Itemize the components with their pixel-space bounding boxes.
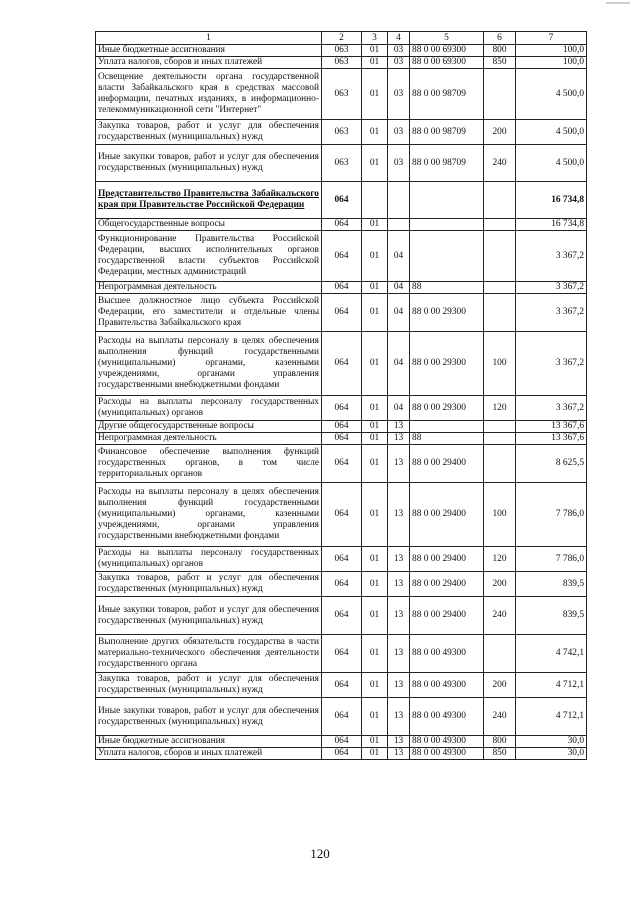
table-row [96, 736, 587, 748]
expense-type-code [484, 231, 516, 282]
expense-type-code: 120 [484, 547, 516, 572]
table-row [96, 635, 587, 673]
table-row [96, 673, 587, 698]
expense-type-code: 200 [484, 673, 516, 698]
ministry-code: 064 [322, 332, 362, 396]
budget-item-name: Уплата налогов, сборов и иных платежей [96, 57, 322, 69]
table-row [96, 294, 587, 332]
amount-value: 839,5 [516, 572, 587, 597]
budget-item-name: Иные бюджетные ассигнования [96, 736, 322, 748]
target-article-code [410, 182, 484, 219]
subsection-code: 04 [388, 396, 410, 421]
budget-item-name: Расходы на выплаты персоналу в целях обеспечения выполнения функций государственными (муниципальными) органами, казенными учреждениями, органами управления государственными внебюджетными фондами [96, 332, 322, 396]
table-row [96, 483, 587, 547]
target-article-code [410, 219, 484, 231]
target-article-code: 88 0 00 98709 [410, 145, 484, 182]
amount-value: 30,0 [516, 736, 587, 748]
section-code: 01 [362, 597, 388, 635]
section-code: 01 [362, 421, 388, 433]
table-row [96, 120, 587, 145]
ministry-code: 064 [322, 433, 362, 445]
target-article-code: 88 0 00 49300 [410, 748, 484, 760]
expense-type-code: 120 [484, 396, 516, 421]
ministry-code: 064 [322, 294, 362, 332]
table-row [96, 396, 587, 421]
budget-item-name: Закупка товаров, работ и услуг для обеспечения государственных (муниципальных) нужд [96, 673, 322, 698]
section-code: 01 [362, 736, 388, 748]
section-code: 01 [362, 572, 388, 597]
corner-mark [606, 2, 630, 4]
header-cell: 6 [484, 32, 516, 45]
budget-item-name: Расходы на выплаты персоналу в целях обеспечения выполнения функций государственными (муниципальными) органами, казенными учреждениями, органами управления государственными внебюджетными фондами [96, 483, 322, 547]
table-row [96, 45, 587, 57]
section-code: 01 [362, 145, 388, 182]
table-row [96, 433, 587, 445]
ministry-code: 063 [322, 45, 362, 57]
budget-item-name: Другие общегосударственные вопросы [96, 421, 322, 433]
table-body [96, 45, 587, 760]
section-code: 01 [362, 445, 388, 483]
budget-item-name: Иные закупки товаров, работ и услуг для обеспечения государственных (муниципальных) нужд [96, 145, 322, 182]
expense-type-code: 240 [484, 698, 516, 736]
ministry-code: 064 [322, 748, 362, 760]
budget-table [95, 31, 587, 760]
amount-value: 839,5 [516, 597, 587, 635]
target-article-code: 88 0 00 49300 [410, 635, 484, 673]
target-article-code [410, 231, 484, 282]
expense-type-code [484, 421, 516, 433]
section-code: 01 [362, 57, 388, 69]
ministry-code: 064 [322, 698, 362, 736]
expense-type-code [484, 282, 516, 294]
expense-type-code: 200 [484, 120, 516, 145]
subsection-code: 03 [388, 120, 410, 145]
amount-value: 4 500,0 [516, 145, 587, 182]
table-row [96, 698, 587, 736]
amount-value: 4 500,0 [516, 120, 587, 145]
expense-type-code: 800 [484, 45, 516, 57]
header-cell: 5 [410, 32, 484, 45]
budget-item-name: Расходы на выплаты персоналу государственных (муниципальных) органов [96, 547, 322, 572]
target-article-code: 88 0 00 29400 [410, 572, 484, 597]
table-row [96, 231, 587, 282]
header-cell: 3 [362, 32, 388, 45]
ministry-code: 064 [322, 483, 362, 547]
expense-type-code [484, 294, 516, 332]
amount-value: 4 500,0 [516, 69, 587, 120]
subsection-code: 13 [388, 421, 410, 433]
budget-item-name: Представительство Правительства Забайкальского края при Правительстве Российской Федерации [96, 182, 322, 219]
section-code [362, 182, 388, 219]
target-article-code: 88 [410, 433, 484, 445]
section-code: 01 [362, 332, 388, 396]
target-article-code: 88 0 00 29400 [410, 483, 484, 547]
expense-type-code [484, 635, 516, 673]
target-article-code: 88 0 00 49300 [410, 736, 484, 748]
expense-type-code: 240 [484, 145, 516, 182]
section-code: 01 [362, 69, 388, 120]
ministry-code: 064 [322, 282, 362, 294]
subsection-code: 13 [388, 547, 410, 572]
section-code: 01 [362, 219, 388, 231]
section-code: 01 [362, 547, 388, 572]
section-code: 01 [362, 698, 388, 736]
subsection-code [388, 219, 410, 231]
budget-item-name: Финансовое обеспечение выполнения функций государственных органов, в том числе территориальных органов [96, 445, 322, 483]
amount-value: 3 367,2 [516, 231, 587, 282]
ministry-code: 063 [322, 57, 362, 69]
section-code: 01 [362, 635, 388, 673]
subsection-code: 04 [388, 282, 410, 294]
section-code: 01 [362, 45, 388, 57]
amount-value: 100,0 [516, 57, 587, 69]
table-row [96, 445, 587, 483]
budget-item-name: Высшее должностное лицо субъекта Российской Федерации, его заместители и отдельные члены Правительства Забайкальского края [96, 294, 322, 332]
target-article-code: 88 0 00 29300 [410, 396, 484, 421]
amount-value: 30,0 [516, 748, 587, 760]
ministry-code: 064 [322, 597, 362, 635]
table-row [96, 748, 587, 760]
expense-type-code: 800 [484, 736, 516, 748]
subsection-code: 03 [388, 45, 410, 57]
budget-item-name: Иные закупки товаров, работ и услуг для обеспечения государственных (муниципальных) нужд [96, 597, 322, 635]
budget-item-name: Общегосударственные вопросы [96, 219, 322, 231]
budget-item-name: Уплата налогов, сборов и иных платежей [96, 748, 322, 760]
amount-value: 3 367,2 [516, 282, 587, 294]
ministry-code: 063 [322, 69, 362, 120]
amount-value: 4 712,1 [516, 673, 587, 698]
expense-type-code [484, 182, 516, 219]
target-article-code: 88 0 00 29300 [410, 294, 484, 332]
expense-type-code: 850 [484, 57, 516, 69]
subsection-code: 03 [388, 69, 410, 120]
ministry-code: 064 [322, 231, 362, 282]
table-row [96, 57, 587, 69]
target-article-code: 88 0 00 69300 [410, 45, 484, 57]
subsection-code: 13 [388, 433, 410, 445]
budget-item-name: Расходы на выплаты персоналу государственных (муниципальных) органов [96, 396, 322, 421]
target-article-code: 88 0 00 98709 [410, 120, 484, 145]
amount-value: 13 367,6 [516, 433, 587, 445]
subsection-code: 03 [388, 145, 410, 182]
target-article-code: 88 0 00 98709 [410, 69, 484, 120]
table-row [96, 69, 587, 120]
table-row [96, 282, 587, 294]
subsection-code: 04 [388, 231, 410, 282]
budget-item-name: Закупка товаров, работ и услуг для обеспечения государственных (муниципальных) нужд [96, 572, 322, 597]
amount-value: 3 367,2 [516, 396, 587, 421]
ministry-code: 064 [322, 445, 362, 483]
target-article-code: 88 0 00 29400 [410, 597, 484, 635]
expense-type-code: 850 [484, 748, 516, 760]
table-row [96, 145, 587, 182]
header-cell: 4 [388, 32, 410, 45]
subsection-code: 13 [388, 748, 410, 760]
target-article-code: 88 [410, 282, 484, 294]
table-row [96, 572, 587, 597]
target-article-code: 88 0 00 29300 [410, 332, 484, 396]
target-article-code: 88 0 00 49300 [410, 698, 484, 736]
table-row [96, 182, 587, 219]
budget-item-name: Закупка товаров, работ и услуг для обеспечения государственных (муниципальных) нужд [96, 120, 322, 145]
expense-type-code: 100 [484, 332, 516, 396]
amount-value: 16 734,8 [516, 219, 587, 231]
subsection-code: 03 [388, 57, 410, 69]
amount-value: 7 786,0 [516, 547, 587, 572]
section-code: 01 [362, 748, 388, 760]
budget-item-name: Непрограммная деятельность [96, 282, 322, 294]
table-row [96, 547, 587, 572]
header-cell: 2 [322, 32, 362, 45]
ministry-code: 064 [322, 635, 362, 673]
section-code: 01 [362, 231, 388, 282]
ministry-code: 063 [322, 145, 362, 182]
expense-type-code [484, 433, 516, 445]
subsection-code: 04 [388, 332, 410, 396]
target-article-code: 88 0 00 69300 [410, 57, 484, 69]
expense-type-code: 240 [484, 597, 516, 635]
page-number: 120 [310, 846, 330, 861]
amount-value: 4 742,1 [516, 635, 587, 673]
ministry-code: 064 [322, 421, 362, 433]
amount-value: 7 786,0 [516, 483, 587, 547]
table-row [96, 421, 587, 433]
expense-type-code: 200 [484, 572, 516, 597]
subsection-code [388, 182, 410, 219]
amount-value: 16 734,8 [516, 182, 587, 219]
expense-type-code [484, 445, 516, 483]
amount-value: 3 367,2 [516, 294, 587, 332]
section-code: 01 [362, 396, 388, 421]
table-row [96, 219, 587, 231]
ministry-code: 064 [322, 572, 362, 597]
subsection-code: 13 [388, 597, 410, 635]
target-article-code: 88 0 00 29400 [410, 445, 484, 483]
section-code: 01 [362, 673, 388, 698]
subsection-code: 13 [388, 572, 410, 597]
budget-item-name: Функционирование Правительства Российской Федерации, высших исполнительных органов государственной власти субъектов Российской Федерации, местных администраций [96, 231, 322, 282]
subsection-code: 13 [388, 736, 410, 748]
subsection-code: 13 [388, 698, 410, 736]
ministry-code: 064 [322, 182, 362, 219]
subsection-code: 13 [388, 673, 410, 698]
header-cell: 7 [516, 32, 587, 45]
section-code: 01 [362, 120, 388, 145]
section-code: 01 [362, 483, 388, 547]
budget-item-name: Выполнение других обязательств государства в части материально-технического обеспечения деятельности государственного органа [96, 635, 322, 673]
ministry-code: 064 [322, 673, 362, 698]
expense-type-code: 100 [484, 483, 516, 547]
amount-value: 100,0 [516, 45, 587, 57]
subsection-code: 13 [388, 635, 410, 673]
target-article-code: 88 0 00 29400 [410, 547, 484, 572]
section-code: 01 [362, 433, 388, 445]
ministry-code: 064 [322, 396, 362, 421]
subsection-code: 13 [388, 483, 410, 547]
section-code: 01 [362, 294, 388, 332]
table-row [96, 332, 587, 396]
amount-value: 13 367,6 [516, 421, 587, 433]
ministry-code: 064 [322, 547, 362, 572]
budget-item-name: Непрограммная деятельность [96, 433, 322, 445]
amount-value: 3 367,2 [516, 332, 587, 396]
subsection-code: 04 [388, 294, 410, 332]
header-cell: 1 [96, 32, 322, 45]
ministry-code: 064 [322, 736, 362, 748]
amount-value: 8 625,5 [516, 445, 587, 483]
expense-type-code [484, 69, 516, 120]
subsection-code: 13 [388, 445, 410, 483]
target-article-code [410, 421, 484, 433]
ministry-code: 063 [322, 120, 362, 145]
table-header-row [96, 32, 587, 45]
budget-item-name: Иные закупки товаров, работ и услуг для обеспечения государственных (муниципальных) нужд [96, 698, 322, 736]
ministry-code: 064 [322, 219, 362, 231]
budget-item-name: Освещение деятельности органа государственной власти Забайкальского края в средствах массовой информации, печатных изданиях, в информационно-телекоммуникационной сети "Интернет" [96, 69, 322, 120]
target-article-code: 88 0 00 49300 [410, 673, 484, 698]
amount-value: 4 712,1 [516, 698, 587, 736]
table-row [96, 597, 587, 635]
section-code: 01 [362, 282, 388, 294]
expense-type-code [484, 219, 516, 231]
budget-item-name: Иные бюджетные ассигнования [96, 45, 322, 57]
